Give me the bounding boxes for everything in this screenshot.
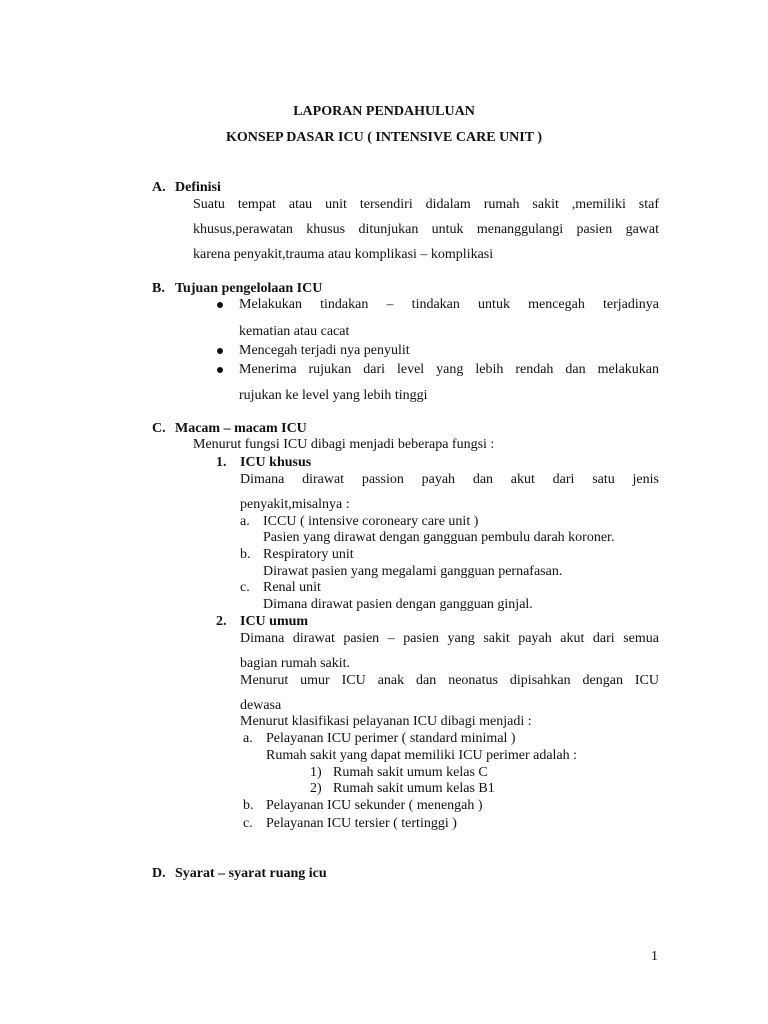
item-1-sub-title: Respiratory unit — [263, 547, 354, 562]
numbered-text: Rumah sakit umum kelas B1 — [333, 781, 495, 796]
bullet-icon — [217, 302, 223, 308]
numbered-marker: 2) — [310, 781, 322, 796]
item-1-sub-marker: a. — [240, 514, 250, 529]
item-1-sub-desc: Dimana dirawat pasien dengan gangguan ginjal. — [263, 597, 533, 612]
title-line-1: LAPORAN PENDAHULUAN — [293, 104, 475, 119]
item-2-klasifikasi: Menurut klasifikasi pelayanan ICU dibagi menjadi : — [240, 714, 532, 729]
item-1-sub-desc: Pasien yang dirawat dengan gangguan pembulu darah koroner. — [263, 530, 615, 545]
section-b-bullet-line: Melakukan tindakan – tindakan untuk mencegah terjadinya — [239, 297, 659, 312]
section-b-marker: B. — [152, 281, 165, 296]
section-d-heading: Syarat – syarat ruang icu — [175, 866, 327, 881]
title-line-2: KONSEP DASAR ICU ( INTENSIVE CARE UNIT ) — [226, 130, 542, 145]
bullet-icon — [217, 367, 223, 373]
item-2-desc-line: Dimana dirawat pasien – pasien yang sakit payah akut dari semua — [240, 631, 659, 646]
section-b-heading: Tujuan pengelolaan ICU — [175, 281, 323, 296]
item-1-heading: ICU khusus — [240, 455, 312, 470]
section-b-bullet-line: Menerima rujukan dari level yang lebih rendah dan melakukan — [239, 362, 659, 377]
bullet-icon — [217, 348, 223, 354]
section-a-paragraph-line: Suatu tempat atau unit tersendiri didalam rumah sakit ,memiliki staf — [193, 197, 659, 212]
item-2-marker: 2. — [216, 614, 227, 629]
item-2-umur-line: dewasa — [240, 698, 282, 713]
item-2-umur-line: Menurut umur ICU anak dan neonatus dipisahkan dengan ICU — [240, 673, 659, 688]
section-d-marker: D. — [152, 866, 166, 881]
item-1-sub-marker: b. — [240, 547, 251, 562]
item-2-sub-marker: c. — [243, 816, 253, 831]
item-2-sub-desc: Rumah sakit yang dapat memiliki ICU perimer adalah : — [266, 748, 578, 763]
section-b-bullet-line: rujukan ke level yang lebih tinggi — [239, 388, 428, 403]
section-c-intro: Menurut fungsi ICU dibagi menjadi beberapa fungsi : — [193, 437, 495, 452]
numbered-marker: 1) — [310, 765, 322, 780]
item-2-sub-title: Pelayanan ICU perimer ( standard minimal ) — [266, 731, 516, 746]
section-c-marker: C. — [152, 421, 166, 436]
item-1-desc-line: Dimana dirawat passion payah dan akut dari satu jenis — [240, 472, 659, 487]
item-1-sub-marker: c. — [240, 580, 250, 595]
item-1-desc-line: penyakit,misalnya : — [240, 497, 350, 512]
page-number: 1 — [651, 949, 658, 964]
section-c-heading: Macam – macam ICU — [175, 421, 307, 436]
section-a-paragraph-line: khusus,perawatan khusus ditunjukan untuk menanggulangi pasien gawat — [193, 222, 659, 237]
item-2-sub-marker: a. — [243, 731, 253, 746]
item-1-marker: 1. — [216, 455, 227, 470]
section-b-bullet-line: Mencegah terjadi nya penyulit — [239, 343, 410, 358]
item-2-sub-text: Pelayanan ICU sekunder ( menengah ) — [266, 798, 483, 813]
item-2-sub-text: Pelayanan ICU tersier ( tertinggi ) — [266, 816, 457, 831]
item-2-sub-marker: b. — [243, 798, 254, 813]
item-2-heading: ICU umum — [240, 614, 309, 629]
item-1-sub-title: ICCU ( intensive coroneary care unit ) — [263, 514, 479, 529]
numbered-text: Rumah sakit umum kelas C — [333, 765, 488, 780]
section-a-paragraph-line: karena penyakit,trauma atau komplikasi – komplikasi — [193, 247, 494, 262]
section-a-heading: Definisi — [175, 180, 221, 195]
item-1-sub-title: Renal unit — [263, 580, 321, 595]
section-a-marker: A. — [152, 180, 166, 195]
item-2-desc-line: bagian rumah sakit. — [240, 656, 351, 671]
item-1-sub-desc: Dirawat pasien yang megalami gangguan pernafasan. — [263, 564, 563, 579]
section-b-bullet-line: kematian atau cacat — [239, 324, 350, 339]
